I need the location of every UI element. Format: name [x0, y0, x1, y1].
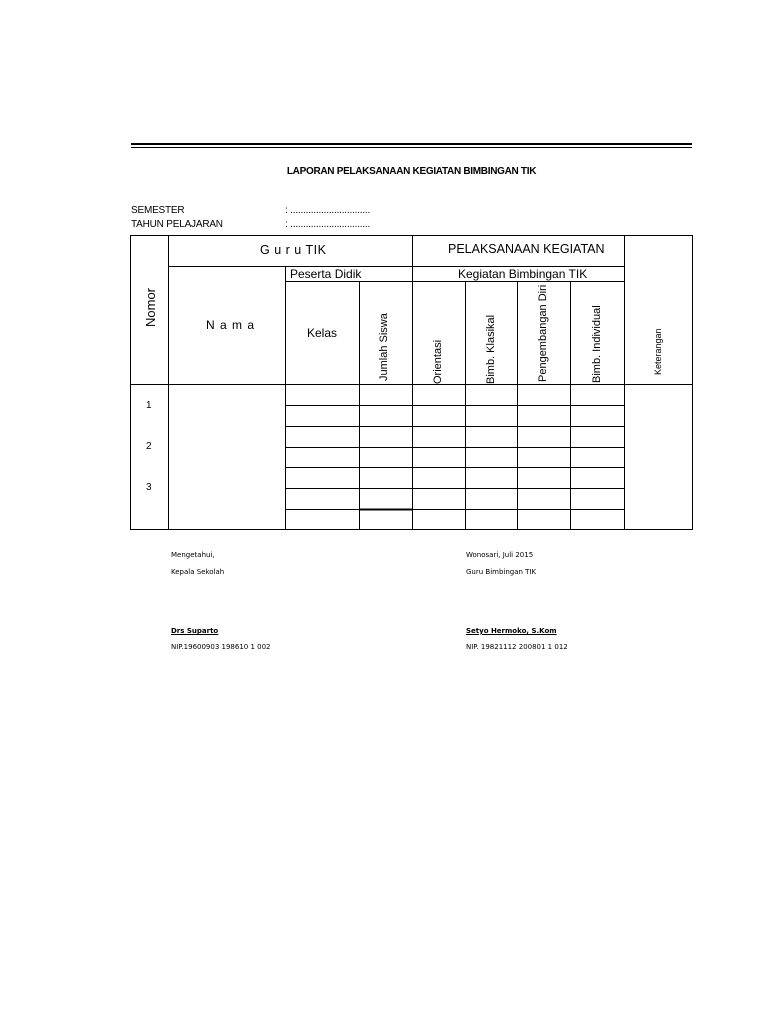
kegiatan-bimbingan-header: Kegiatan Bimbingan TIK: [458, 267, 588, 281]
right-sig-nip: NIP. 19821112 200801 1 012: [466, 643, 568, 651]
row-number-2: 2: [146, 441, 152, 452]
jumlah-siswa-header: Jumlah Siswa: [378, 313, 390, 381]
right-sig-line2: Guru Bimbingan TIK: [466, 568, 537, 576]
guru-tik-header: G u r u TIK: [260, 243, 327, 257]
left-sig-line2: Kepala Sekolah: [171, 568, 225, 576]
semester-value: : ...............................: [285, 205, 371, 216]
top-rule-thick: [131, 143, 692, 145]
nomor-header: Nomor: [143, 287, 158, 327]
pengembangan-diri-header: Pengembangan Diri: [537, 284, 549, 382]
left-sig-name: Drs Suparto: [171, 627, 219, 635]
right-sig-name: Setyo Hermoko, S.Kom: [466, 627, 557, 635]
pelaksanaan-kegiatan-header: PELAKSANAAN KEGIATAN: [448, 242, 605, 256]
row-number-1: 1: [146, 400, 152, 411]
peserta-didik-header: Peserta Didik: [290, 267, 362, 281]
table-grid: [130, 235, 693, 530]
nama-header: N a m a: [206, 318, 256, 332]
kelas-header: Kelas: [307, 326, 338, 340]
semester-label: SEMESTER: [131, 205, 185, 216]
right-sig-line1: Wonosari, Juli 2015: [466, 551, 534, 559]
left-sig-line1: Mengetahui,: [171, 551, 215, 559]
left-sig-nip: NIP.19600903 198610 1 002: [171, 643, 271, 651]
report-table: [130, 235, 693, 530]
orientasi-header: Orientasi: [432, 339, 444, 384]
document-title: LAPORAN PELAKSANAAN KEGIATAN BIMBINGAN TIK: [286, 166, 537, 177]
row-number-3: 3: [146, 482, 152, 493]
tahun-pelajaran-label: TAHUN PELAJARAN: [131, 219, 223, 230]
top-rule-thin: [131, 147, 692, 148]
keterangan-header: Keterangan: [653, 328, 663, 375]
tahun-pelajaran-value: : ...............................: [285, 219, 371, 230]
bimb-klasikal-header: Bimb. Klasikal: [485, 314, 497, 384]
bimb-individual-header: Bimb. Individual: [591, 305, 603, 383]
